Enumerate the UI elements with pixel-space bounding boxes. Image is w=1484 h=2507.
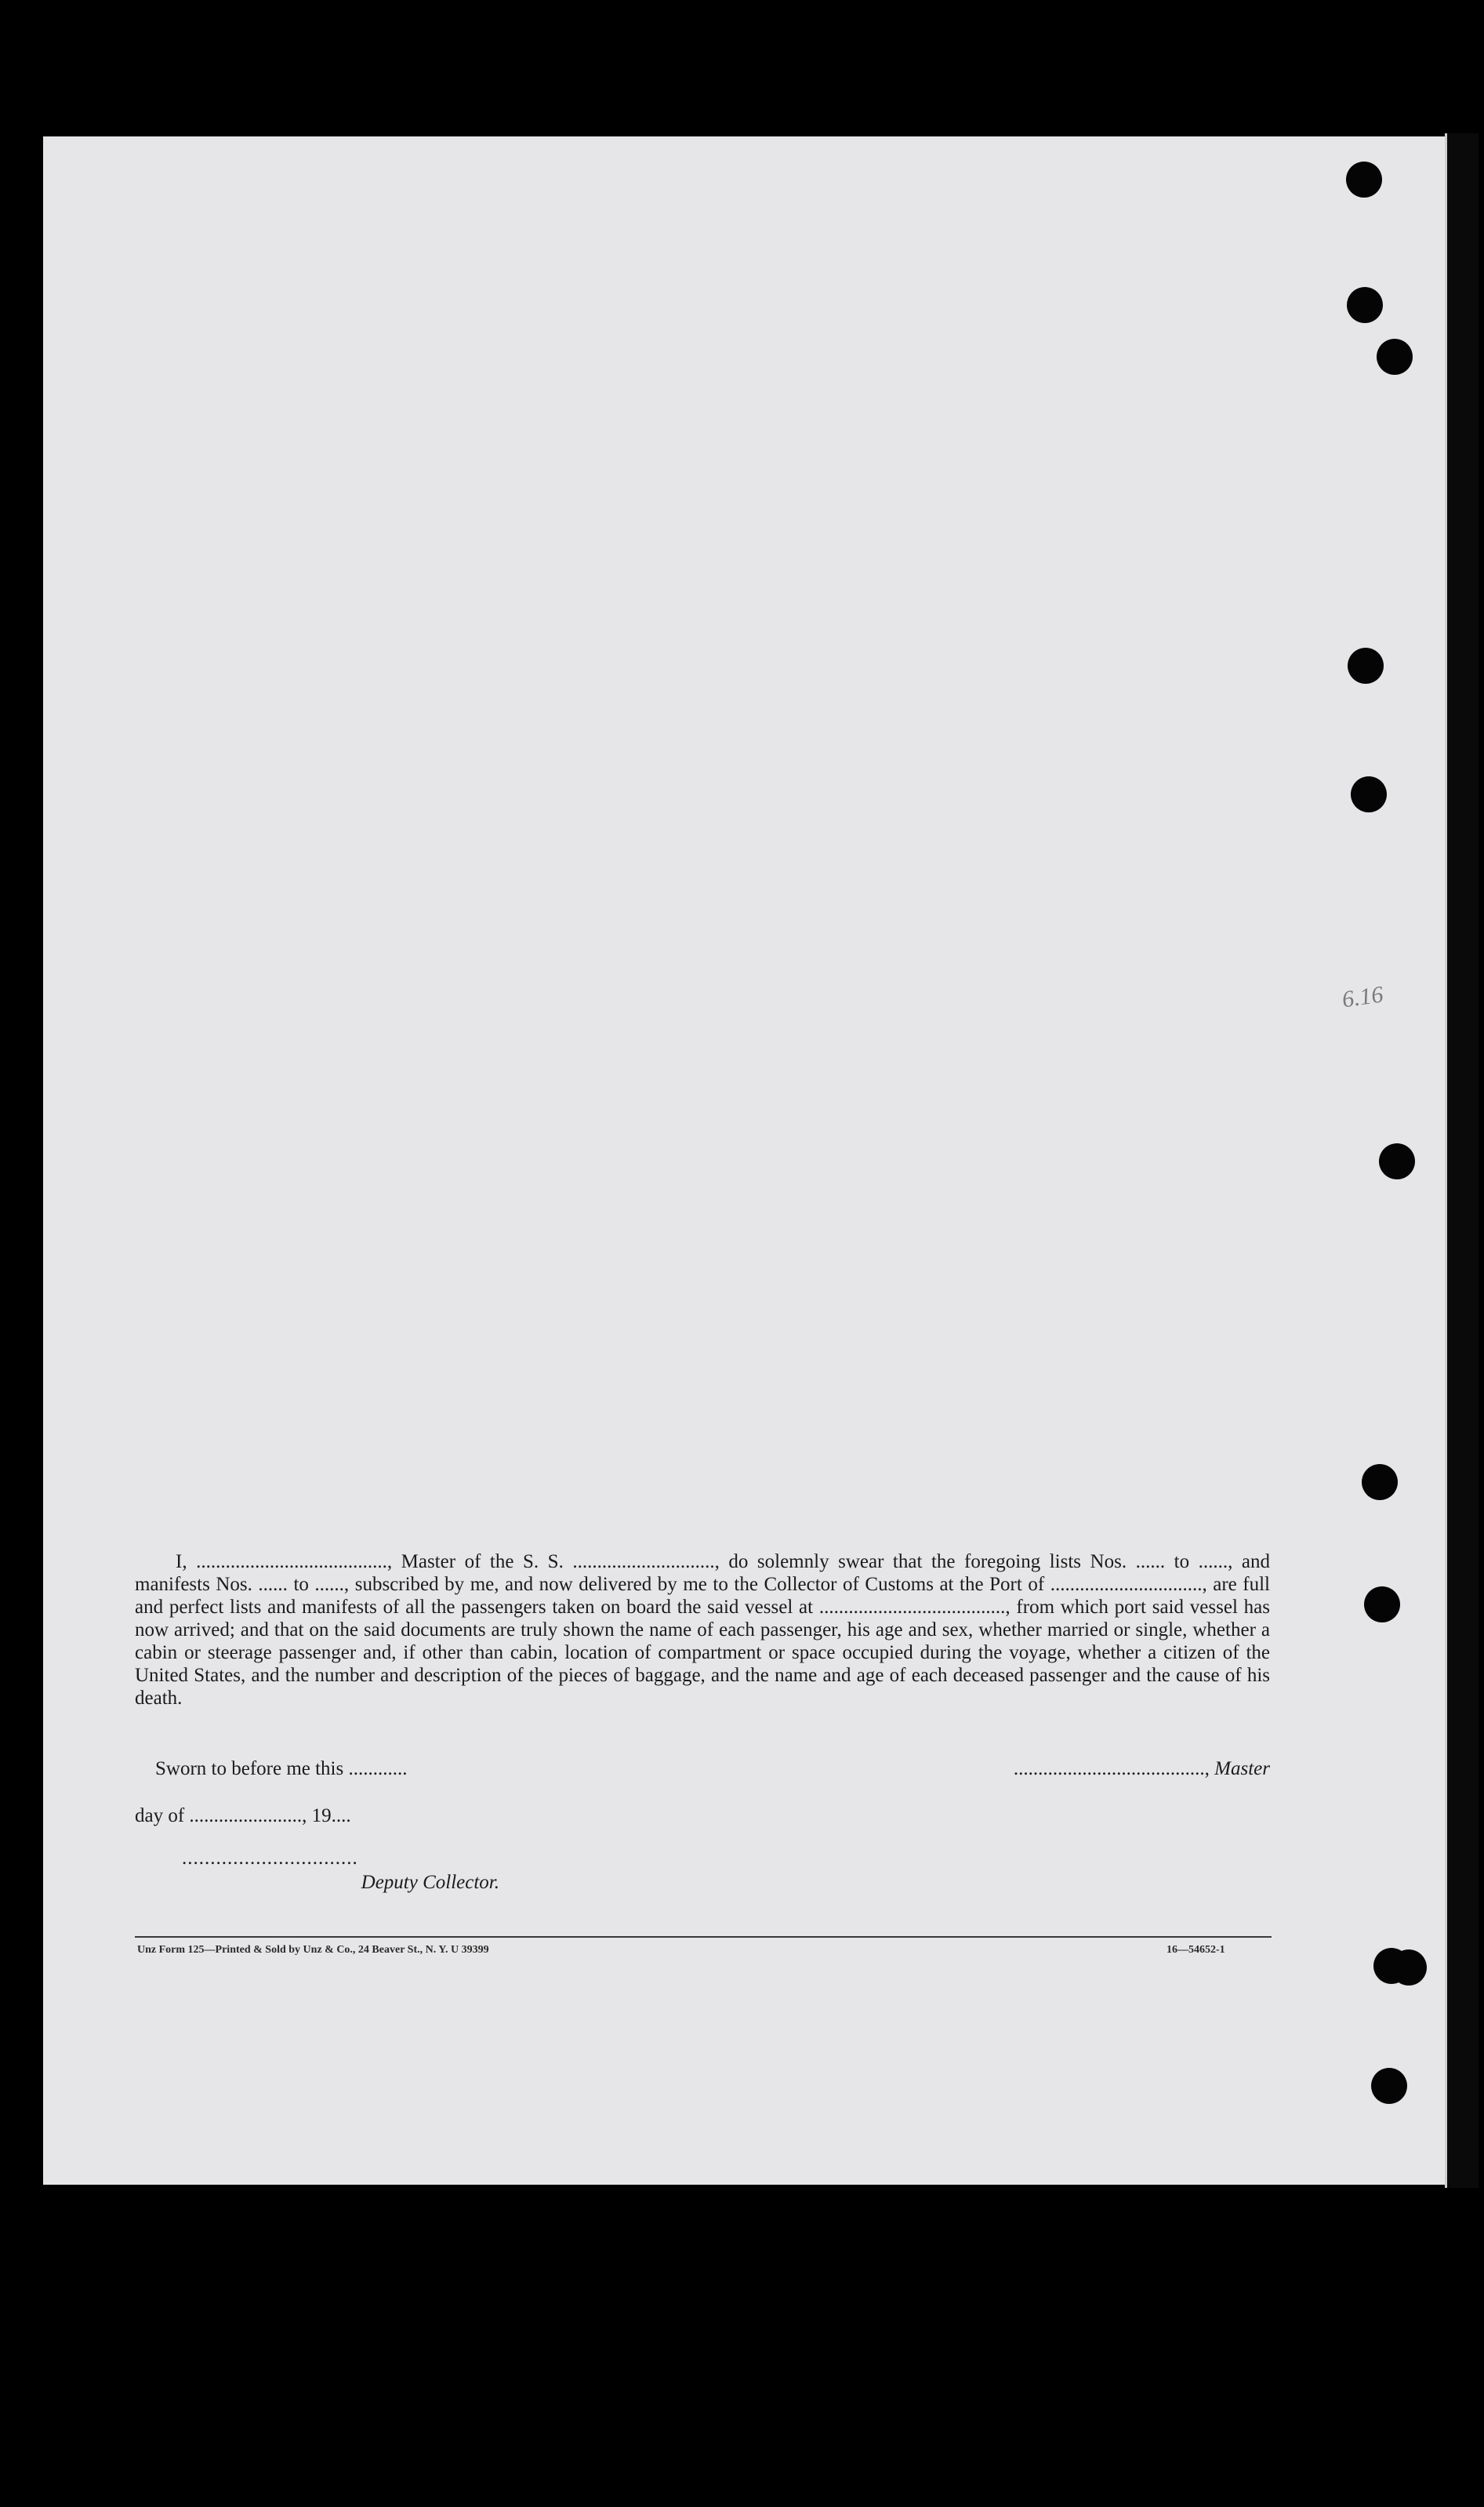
deputy-collector-label: [182, 1872, 499, 1894]
master-dots: .......................................,: [1013, 1758, 1215, 1779]
form-number: 16—54652-1: [1167, 1944, 1225, 1956]
oath-paragraph: I, ......................................., Master of the S. S. ............................., do solemnly swear that the foregoing lists Nos. ...... to ......, and manifests Nos. ...... to ......, subscribed by me, and now delivered by me to the Collector of Customs at the Port of ..............................., are full and perfect lists and manifests of all the passengers taken on board the said vessel at ......................................, from which port said vessel has now arrived; and that on the said documents are truly shown the name of each passenger, his age and sex, whether married or single, whether a cabin or steerage passenger and, if other than cabin, location of compartment or space occupied during the voyage, whether a citizen of the United States, and the number and description of the pieces of baggage, and the name and age of each deceased passenger and the cause of his death.: [135, 1551, 1270, 1709]
day-of-line: day of ......................., 19....: [135, 1805, 351, 1826]
punch-hole: [1348, 648, 1384, 684]
footer-rule: [135, 1936, 1272, 1938]
punch-hole: [1377, 339, 1413, 375]
punch-hole: [1362, 1464, 1398, 1500]
punch-hole: [1347, 287, 1383, 323]
master-label: Master: [1214, 1758, 1270, 1779]
sworn-line: Sworn to before me this ............: [155, 1758, 408, 1779]
printer-imprint: Unz Form 125—Printed & Sold by Unz & Co., 24 Beaver St., N. Y. U 39399: [137, 1944, 489, 1956]
punch-hole: [1364, 1586, 1400, 1622]
punch-hole: [1379, 1143, 1415, 1179]
oath-block: [135, 1550, 1270, 1709]
margin-note: 6.16: [1340, 981, 1385, 1013]
punch-hole: [1351, 776, 1387, 812]
punch-hole: [1391, 1949, 1427, 1986]
master-signature-line: [776, 1758, 1270, 1780]
deputy-label: Deputy Collector.: [361, 1872, 499, 1893]
punch-hole: [1346, 162, 1382, 198]
punch-hole: [1371, 2068, 1407, 2104]
deputy-signature-dots: ...............................: [182, 1848, 358, 1869]
binder-strip: [1445, 133, 1479, 2188]
